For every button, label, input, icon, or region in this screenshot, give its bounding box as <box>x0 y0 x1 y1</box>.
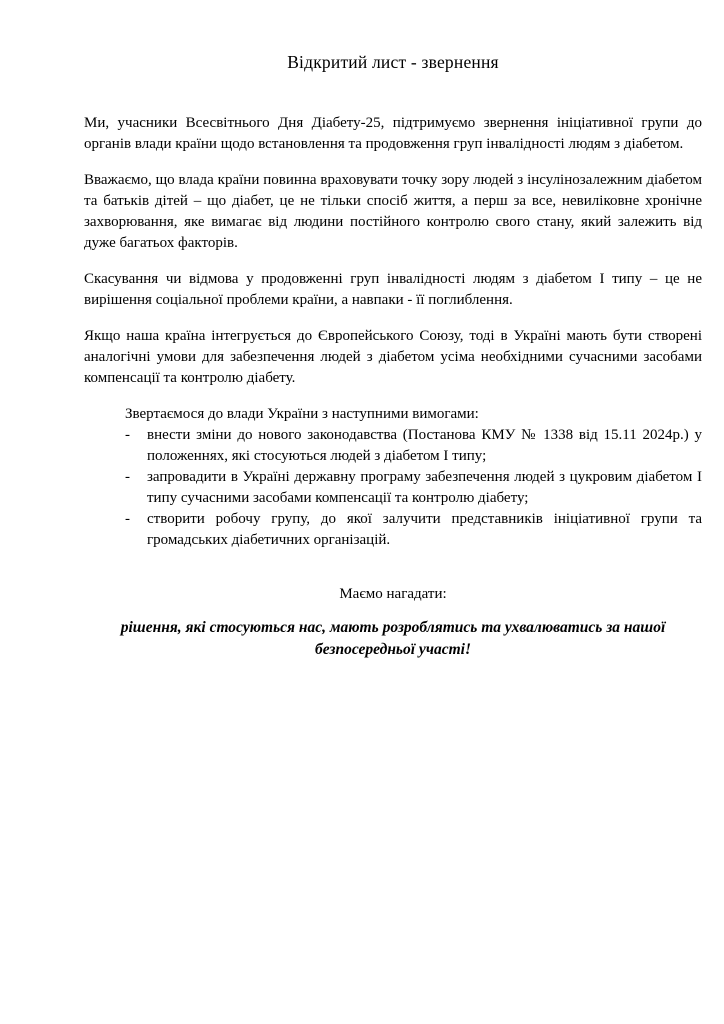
list-dash-marker: - <box>125 469 130 485</box>
list-dash-marker: - <box>125 427 130 443</box>
demand-text-legislation: внести зміни до нового законодавства (Постанова КМУ № 1338 від 15.11 2024р.) у положеннях, які стосуються людей з діабетом І типу; <box>147 427 702 464</box>
appeal-intro: Звертаємося до влади України з наступними вимогами: <box>125 406 479 422</box>
demands-list <box>125 425 702 551</box>
document-content <box>84 0 702 661</box>
paragraph-intro: Ми, учасники Всесвітнього Дня Діабету-25, підтримуємо звернення ініціативної групи до органів влади країни щодо встановлення та продовження груп інвалідності людям з діабетом. <box>84 115 702 152</box>
paragraph-cancellation: Скасування чи відмова у продовженні груп інвалідності людям з діабетом І типу – це не вирішення соціальної проблеми країни, а навпаки - її поглиблення. <box>84 271 702 308</box>
list-item <box>125 425 702 467</box>
list-dash-marker: - <box>125 511 130 527</box>
list-item <box>125 467 702 509</box>
paragraph-eu-integration: Якщо наша країна інтегрується до Європейського Союзу, тоді в Україні мають бути створені аналогічні умови для забезпечення людей з діабетом усіма необхідними сучасними засобами компенсації та контролю діабету. <box>84 328 702 386</box>
reminder-heading: Маємо нагадати: <box>339 586 447 602</box>
list-item <box>125 509 702 551</box>
document-title: Відкритий лист - звернення <box>287 52 499 72</box>
closing-statement: рішення, які стосуються нас, мають розроблятись та ухвалюватись за нашої безпосередньої участі! <box>120 619 666 658</box>
demand-text-working-group: створити робочу групу, до якої залучити представників ініціативної групи та громадських діабетичних організацій. <box>147 511 702 548</box>
document-body <box>84 113 702 661</box>
paragraph-position: Вважаємо, що влада країни повинна враховувати точку зору людей з інсулінозалежним діабетом та батьків дітей – що діабет, це не тільки спосіб життя, а перш за все, невиліковне хронічне захворювання, яке вимагає від людини постійного контролю свого стану, який залежить від дуже багатьох факторів. <box>84 172 702 251</box>
demand-text-state-program: запровадити в Україні державну програму забезпечення людей з цукровим діабетом І типу сучасними засобами компенсації та контролю діабету; <box>147 469 702 506</box>
